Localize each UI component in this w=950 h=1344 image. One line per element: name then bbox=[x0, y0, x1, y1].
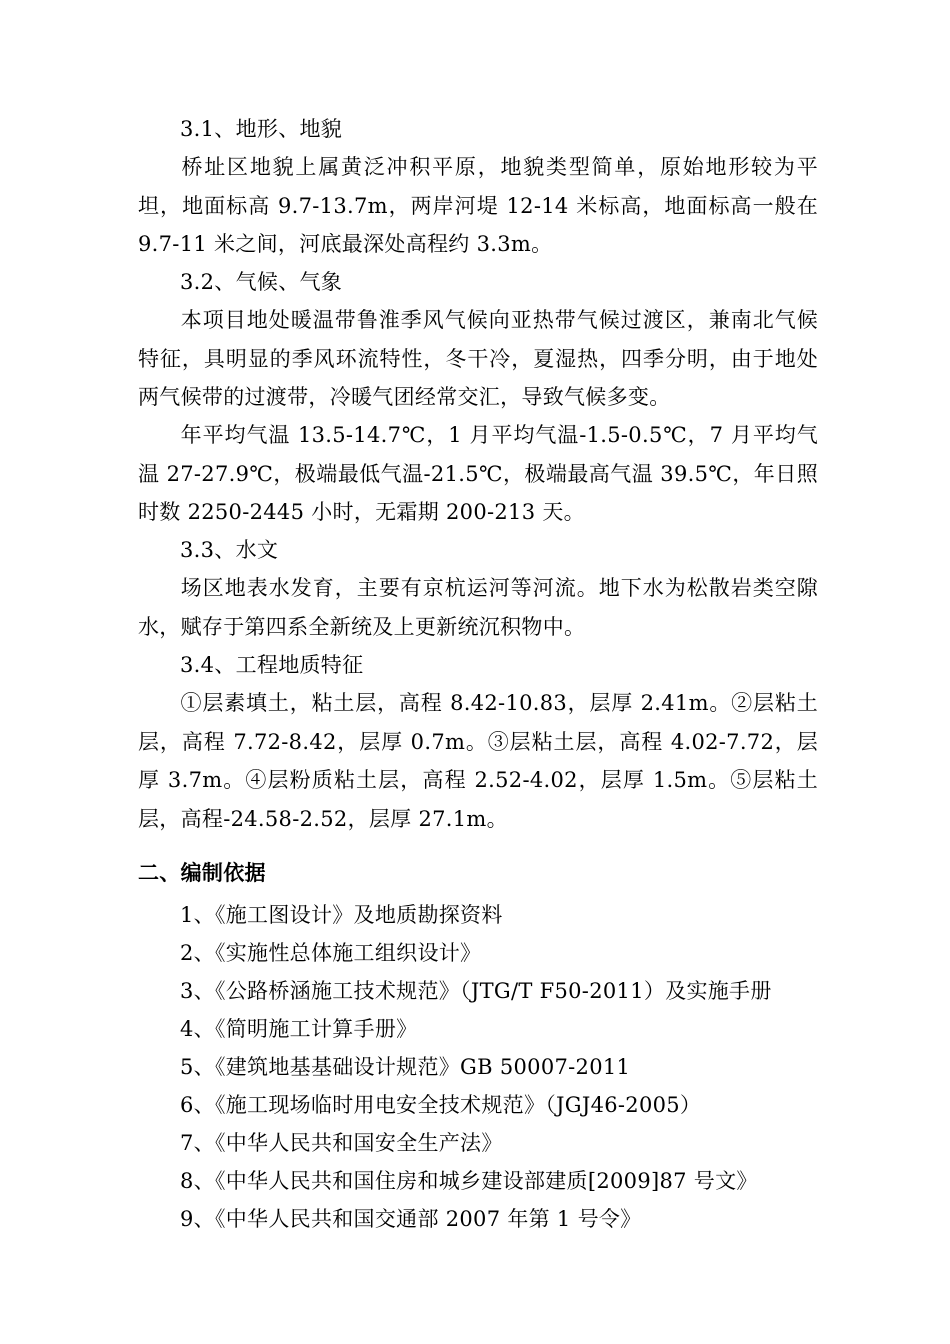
basis-item: 1、《施工图设计》及地质勘探资料 bbox=[180, 903, 503, 927]
section-3-1-body bbox=[138, 148, 818, 264]
section-3-2-body-1 bbox=[138, 301, 818, 417]
basis-item: 8、《中华人民共和国住房和城乡建设部建质[2009]87 号文》 bbox=[180, 1169, 758, 1193]
section-3-1-text: 桥址区地貌上属黄泛冲积平原，地貌类型简单，原始地形较为平坦，地面标高 9.7-13.7m，两岸河堤 12-14 米标高，地面标高一般在 9.7-11 米之间，河底最深处高程约 3.3m。 bbox=[138, 155, 818, 256]
section-3-1-title: 3.1、地形、地貌 bbox=[180, 117, 343, 141]
basis-item: 9、《中华人民共和国交通部 2007 年第 1 号令》 bbox=[180, 1207, 642, 1231]
section-3-2-text-1: 本项目地处暖温带鲁淮季风气候向亚热带气候过渡区，兼南北气候特征，具明显的季风环流特性，冬干冷，夏湿热，四季分明，由于地处两气候带的过渡带，冷暖气团经常交汇，导致气候多变。 bbox=[138, 308, 818, 409]
section-3-2-title: 3.2、气候、气象 bbox=[180, 270, 343, 294]
basis-item: 3、《公路桥涵施工技术规范》（JTG/T F50-2011）及实施手册 bbox=[180, 979, 772, 1003]
basis-heading: 二、编制依据 bbox=[138, 861, 266, 885]
basis-item: 4、《简明施工计算手册》 bbox=[180, 1017, 418, 1041]
basis-item: 5、《建筑地基基础设计规范》GB 50007-2011 bbox=[180, 1055, 631, 1079]
section-3-2-text-2: 年平均气温 13.5-14.7℃，1 月平均气温-1.5-0.5℃，7 月平均气温 27-27.9℃，极端最低气温-21.5℃，极端最高气温 39.5℃，年日照时数 2250-2445 小时，无霜期 200-213 天。 bbox=[138, 423, 818, 524]
section-3-2-body-2 bbox=[138, 416, 818, 532]
section-3-4-text: ①层素填土，粘土层，高程 8.42-10.83，层厚 2.41m。②层粘土层，高程 7.72-8.42，层厚 0.7m。③层粘土层，高程 4.02-7.72，层厚 3.7m。④层粉质粘土层，高程 2.52-4.02，层厚 1.5m。⑤层粘土层，高程-24.58-2.52，层厚 27.1m。 bbox=[138, 691, 818, 831]
section-3-3-body bbox=[138, 569, 818, 646]
section-3-3-title: 3.3、水文 bbox=[180, 538, 279, 562]
section-3-3-text: 场区地表水发育，主要有京杭运河等河流。地下水为松散岩类空隙水，赋存于第四系全新统及上更新统沉积物中。 bbox=[138, 576, 818, 639]
section-3-4-body bbox=[138, 684, 818, 838]
section-3-4-title: 3.4、工程地质特征 bbox=[180, 653, 364, 677]
basis-item: 2、《实施性总体施工组织设计》 bbox=[180, 941, 482, 965]
basis-item: 7、《中华人民共和国安全生产法》 bbox=[180, 1131, 503, 1155]
basis-item: 6、《施工现场临时用电安全技术规范》（JGJ46-2005） bbox=[180, 1093, 702, 1117]
